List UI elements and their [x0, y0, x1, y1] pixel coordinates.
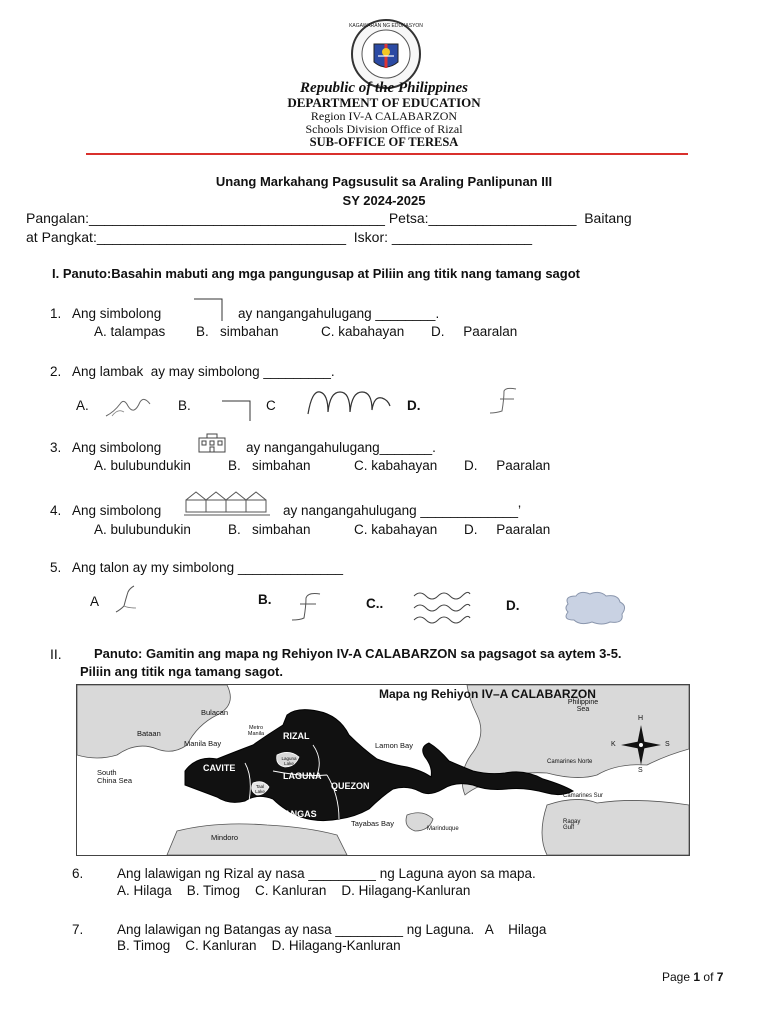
map-label-camarines-sur: Camarines Sur — [563, 793, 604, 799]
map-label-cavite: CAVITE — [203, 763, 236, 773]
q6-choices: A. Hilaga B. Timog C. Kanluran D. Hilagang-Kanluran — [117, 883, 471, 898]
sub-office-line: SUB-OFFICE OF TERESA — [309, 135, 459, 149]
page-total: 7 — [716, 970, 724, 984]
calabarzon-map — [76, 684, 690, 856]
map-label-philippine-sea: Philippine Sea — [567, 699, 599, 713]
q4-number: 4. — [50, 503, 62, 518]
q5-label-c: C.. — [366, 596, 384, 611]
region-line: Region IV-A CALABARZON — [310, 109, 458, 123]
map-label-rizal: RIZAL — [283, 731, 310, 741]
map-label-batangas: BATANGAS — [267, 809, 317, 819]
q1-choice-c: C. kabahayan — [321, 324, 405, 339]
compass-west-label: K — [611, 741, 616, 748]
map-label-tayabas-bay: Tayabas Bay — [351, 819, 394, 828]
q4-choice-a: A. bulubundukin — [94, 522, 191, 537]
map-label-lamon-bay: Lamon Bay — [375, 741, 413, 750]
q3-choice-c: C. kabahayan — [354, 458, 438, 473]
division-line: Schools Division Office of Rizal — [305, 122, 463, 136]
exam-title: Unang Markahang Pagsusulit sa Araling Panlipunan III — [215, 174, 553, 189]
q2-text: Ang lambak ay may simbolong _________. — [72, 364, 335, 379]
q7-choices: B. Timog C. Kanluran D. Hilagang-Kanluran — [117, 938, 401, 953]
q3-choice-a: A. bulubundukin — [94, 458, 191, 473]
waterfall-symbol-a-icon — [114, 584, 144, 614]
compass-south-label: S — [638, 767, 643, 774]
q4-choice-d: D. Paaralan — [464, 522, 551, 537]
q1-choice-a: A. talampas — [94, 324, 166, 339]
q1-choice-d: D. Paaralan — [431, 324, 518, 339]
part2-instruction-1: Panuto: Gamitin ang mapa ng Rehiyon IV-A CALABARZON sa pagsagot sa aytem 3-5. — [94, 646, 622, 661]
map-label-camarines-norte: Camarines Norte — [547, 759, 593, 765]
part2-instruction-2: Piliin ang titik nga tamang sagot. — [80, 664, 283, 679]
waterfall-symbol-b-icon — [290, 590, 326, 622]
header-divider — [86, 153, 688, 155]
q5-label-b: B. — [258, 592, 272, 607]
q6-text: Ang lalawigan ng Rizal ay nasa _________ ng Laguna ayon sa mapa. — [117, 866, 536, 881]
q2-label-a: A. — [76, 398, 89, 413]
map-label-ragay-gulf: Ragay Gulf — [563, 819, 581, 831]
q2-label-b: B. — [178, 398, 191, 413]
part2-number: II. — [50, 646, 62, 662]
q7-text: Ang lalawigan ng Batangas ay nasa _________ ng Laguna. A Hilaga — [117, 922, 547, 937]
valley-symbol-c-icon — [306, 388, 392, 416]
q3-choice-d: D. Paaralan — [464, 458, 551, 473]
compass-north-label: H — [638, 715, 644, 722]
page-word: Page — [662, 970, 691, 984]
q5-number: 5. — [50, 560, 62, 575]
q4-text-post: ay nangangahulugang _____________’ — [283, 503, 521, 518]
q7-number: 7. — [72, 922, 84, 937]
q2-label-d: D. — [407, 398, 421, 413]
q2-label-c: C — [266, 398, 276, 413]
section-score-line: at Pangkat:________________________________ Iskor: __________________ — [26, 229, 533, 245]
plateau-symbol-icon — [192, 297, 232, 323]
map-label-taal-lake: Taal Lake — [255, 784, 265, 794]
q4-text-pre: Ang simbolong — [72, 503, 162, 518]
map-label-marinduque: Marinduque — [427, 826, 459, 832]
map-label-laguna: LAGUNA — [283, 771, 322, 781]
of-word: of — [703, 970, 714, 984]
map-label-quezon: QUEZON — [331, 781, 370, 791]
q1-text-post: ay nangangahulugang ________. — [238, 306, 440, 321]
row-houses-icon — [184, 490, 272, 516]
q3-number: 3. — [50, 440, 62, 455]
school-building-icon — [197, 432, 227, 454]
q3-choice-b: B. simbahan — [228, 458, 311, 473]
q6-number: 6. — [72, 866, 84, 881]
waterfall-symbol-c-icon — [412, 590, 472, 624]
name-date-line: Pangalan:______________________________________ Petsa:___________________ Baitang — [26, 210, 632, 226]
map-label-south-china-sea: South China Sea — [97, 768, 133, 785]
department-line: DEPARTMENT OF EDUCATION — [287, 95, 481, 110]
seal-text: KAGAWARAN NG EDUKASYON — [349, 23, 423, 29]
q5-text: Ang talon ay my simbolong ______________ — [72, 560, 343, 575]
map-title: Mapa ng Rehiyon IV–A CALABARZON — [379, 687, 596, 701]
q3-text-post: ay nangangahulugang_______. — [246, 440, 436, 455]
q5-label-a: A — [90, 594, 100, 609]
page-number — [662, 970, 723, 984]
republic-line: Republic of the Philippines — [300, 80, 468, 96]
map-label-laguna-lake: Laguna Lake — [281, 756, 297, 766]
page-current: 1 — [693, 970, 701, 984]
valley-symbol-d-icon — [488, 385, 524, 415]
q1-number: 1. — [50, 306, 62, 321]
map-label-metro-manila: Metro Manila — [247, 725, 265, 737]
school-year: SY 2024-2025 — [342, 193, 426, 208]
q4-choice-b: B. simbahan — [228, 522, 311, 537]
waterfall-symbol-d-icon — [562, 590, 628, 626]
compass-east-label: S — [665, 741, 670, 748]
q5-label-d: D. — [506, 598, 520, 613]
valley-symbol-a-icon — [104, 392, 154, 420]
q1-choice-b: B. simbahan — [196, 324, 279, 339]
q1-text-pre: Ang simbolong — [72, 306, 162, 321]
map-label-mindoro: Mindoro — [211, 833, 239, 842]
q4-choice-c: C. kabahayan — [354, 522, 438, 537]
map-label-manila-bay: Manila Bay — [184, 739, 222, 748]
q3-text-pre: Ang simbolong — [72, 440, 162, 455]
map-label-bataan: Bataan — [137, 729, 161, 738]
valley-symbol-b-icon — [220, 397, 256, 423]
part1-instruction: I. Panuto:Basahin mabuti ang mga pangungusap at Piliin ang titik nang tamang sagot — [52, 266, 580, 281]
map-label-bulacan: Bulacan — [201, 708, 229, 717]
q2-number: 2. — [50, 364, 62, 379]
